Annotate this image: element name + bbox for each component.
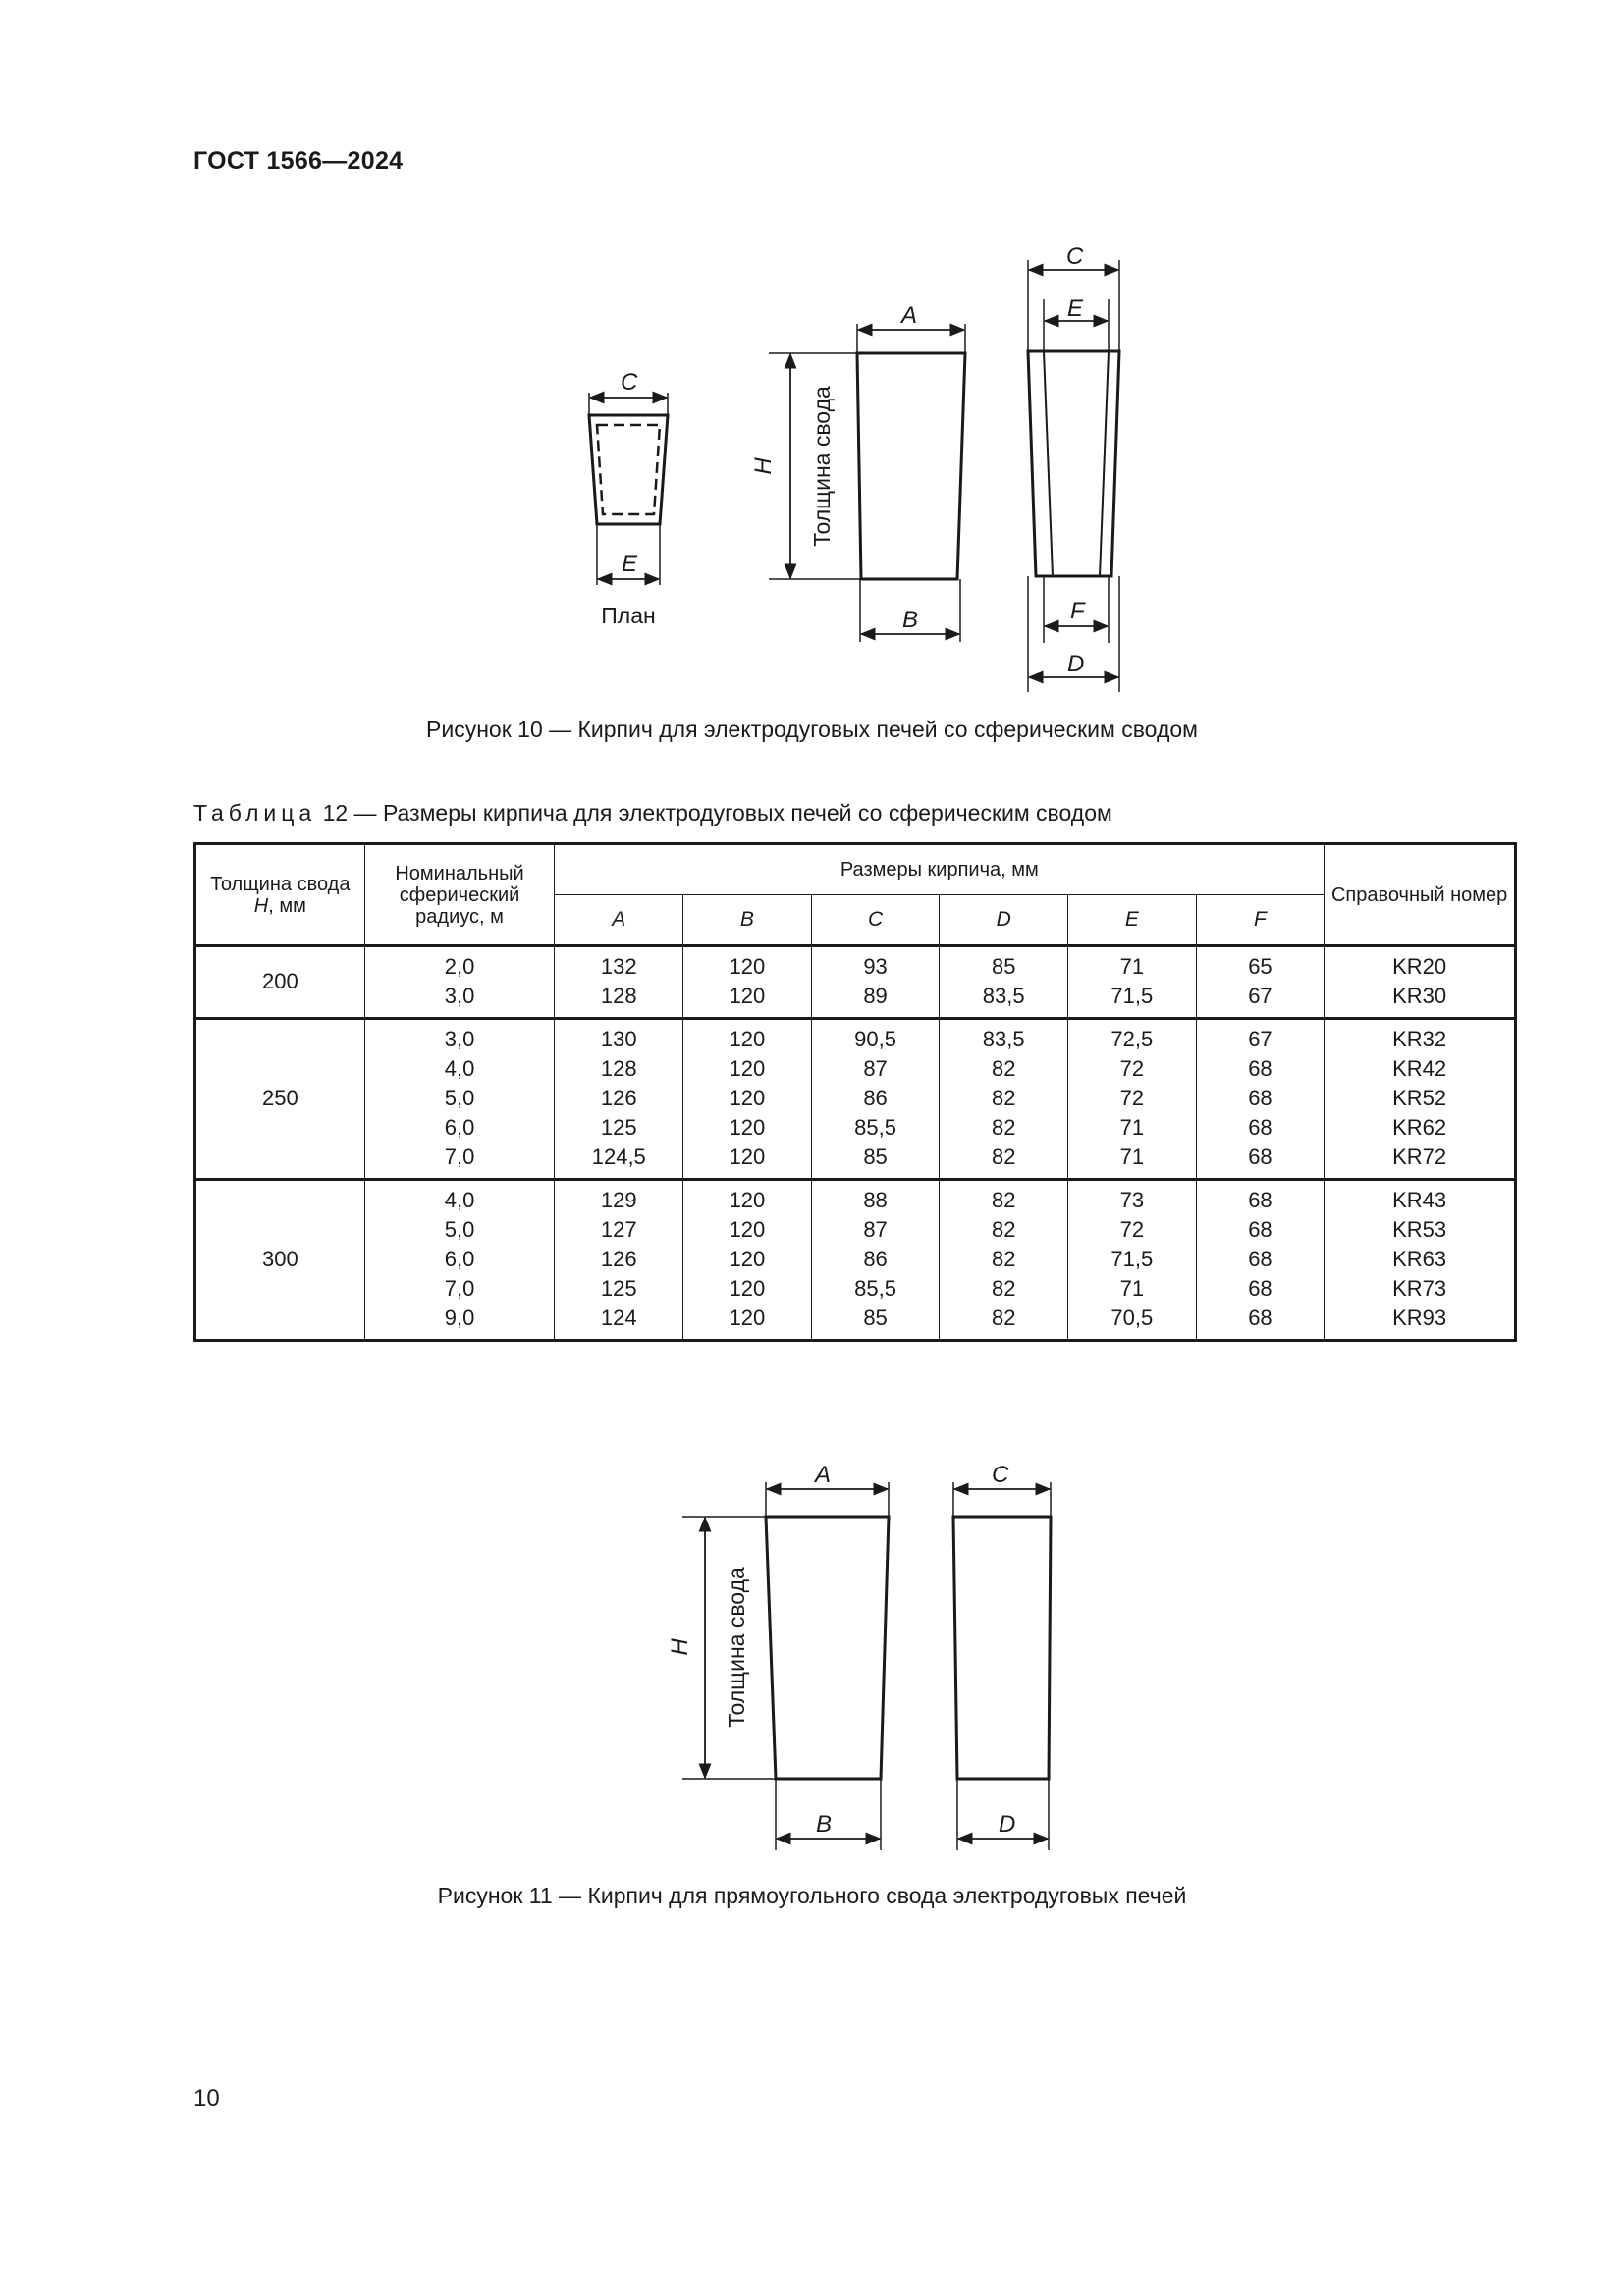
col-header-ref: Справочный номер — [1325, 844, 1516, 946]
figure-10-caption: Рисунок 10 — Кирпич для электродуговых печей со сферическим сводом — [426, 717, 1198, 742]
cell-value: 65 — [1248, 954, 1272, 979]
cell-radius — [364, 1180, 555, 1341]
cell-value: 7,0 — [444, 1145, 475, 1169]
cell-value: 82 — [991, 1056, 1016, 1081]
cell-value: 82 — [991, 1188, 1016, 1212]
cell-a — [555, 1019, 683, 1180]
front-view-brick-rect — [953, 1482, 1051, 1850]
col-header-a: A — [555, 895, 683, 946]
dim-label-c-plan: C — [621, 369, 638, 396]
cell-c — [811, 946, 940, 1019]
table-row — [195, 946, 1516, 1019]
cell-value: 85 — [863, 1145, 888, 1169]
cell-value: 86 — [863, 1086, 888, 1110]
cell-value: 72 — [1119, 1086, 1145, 1110]
col-header-e: E — [1068, 895, 1197, 946]
cell-value: 5,0 — [444, 1217, 475, 1242]
cell-value: 125 — [600, 1115, 637, 1140]
table-row — [195, 1019, 1516, 1180]
cell-value: 3,0 — [444, 1027, 475, 1051]
cell-value: 82 — [991, 1115, 1016, 1140]
dim-label-b-side: B — [902, 607, 919, 633]
cell-value: 128 — [600, 1056, 637, 1081]
side-view-brick — [769, 324, 965, 642]
cell-value: KR73 — [1392, 1276, 1447, 1301]
cell-value: 3,0 — [444, 984, 475, 1008]
dim-label-e-front: E — [1067, 295, 1084, 322]
cell-value: 120 — [729, 1276, 766, 1301]
cell-value: 93 — [863, 954, 888, 979]
table-label: Таблица — [193, 800, 317, 826]
cell-b — [683, 946, 812, 1019]
fig11-dim-label-c: C — [992, 1462, 1009, 1488]
cell-value: 120 — [729, 1306, 766, 1330]
cell-e — [1068, 1019, 1197, 1180]
cell-value: 6,0 — [444, 1247, 475, 1271]
cell-value: KR42 — [1392, 1056, 1447, 1081]
cell-value: KR53 — [1392, 1217, 1447, 1242]
cell-value: 128 — [600, 984, 637, 1008]
roof-thickness-label: Толщина свода — [809, 386, 835, 547]
col-header-d: D — [940, 895, 1068, 946]
fig11-roof-thickness-label: Толщина свода — [724, 1567, 749, 1728]
table-row — [195, 1180, 1516, 1341]
cell-thickness: 200 — [195, 946, 365, 1019]
fig11-dim-label-a: A — [815, 1462, 832, 1488]
cell-value: KR32 — [1392, 1027, 1447, 1051]
cell-value: 130 — [600, 1027, 637, 1051]
cell-value: 85,5 — [854, 1115, 896, 1140]
document-header: ГОСТ 1566—2024 — [193, 147, 404, 175]
cell-value: 71 — [1119, 1145, 1145, 1169]
figure-10-drawing — [0, 245, 1624, 697]
page-number: 10 — [193, 2085, 220, 2111]
cell-value: 120 — [729, 1086, 766, 1110]
cell-f — [1196, 946, 1325, 1019]
cell-value: 129 — [600, 1188, 637, 1212]
cell-value: 120 — [729, 1027, 766, 1051]
cell-value: 85,5 — [854, 1276, 896, 1301]
dim-label-c-front: C — [1066, 245, 1084, 270]
cell-c — [811, 1019, 940, 1180]
cell-thickness: 300 — [195, 1180, 365, 1341]
table-body — [195, 946, 1516, 1341]
cell-value: 127 — [600, 1217, 637, 1242]
cell-value: 90,5 — [854, 1027, 896, 1051]
cell-value: 87 — [863, 1056, 888, 1081]
cell-value: 82 — [991, 1276, 1016, 1301]
cell-value: 2,0 — [444, 954, 475, 979]
fig11-dim-label-h: H — [667, 1638, 693, 1656]
table-12-caption — [193, 800, 1112, 827]
cell-value: 7,0 — [444, 1276, 475, 1301]
cell-b — [683, 1180, 812, 1341]
cell-value: 68 — [1248, 1086, 1272, 1110]
cell-value: 82 — [991, 1306, 1016, 1330]
cell-value: 68 — [1248, 1188, 1272, 1212]
cell-a — [555, 946, 683, 1019]
cell-value: 82 — [991, 1217, 1016, 1242]
cell-value: 83,5 — [982, 1027, 1025, 1051]
plan-label: План — [601, 603, 656, 628]
cell-value: 120 — [729, 984, 766, 1008]
col-header-b: B — [683, 895, 812, 946]
cell-value: 68 — [1248, 1306, 1272, 1330]
cell-e — [1068, 946, 1197, 1019]
cell-c — [811, 1180, 940, 1341]
dim-label-e-plan: E — [622, 551, 638, 577]
cell-value: 68 — [1248, 1247, 1272, 1271]
cell-value: 67 — [1248, 1027, 1272, 1051]
cell-ref — [1325, 1180, 1516, 1341]
cell-value: 86 — [863, 1247, 888, 1271]
cell-value: 72,5 — [1110, 1027, 1154, 1051]
cell-value: 9,0 — [444, 1306, 475, 1330]
cell-value: 120 — [729, 1217, 766, 1242]
cell-value: KR20 — [1392, 954, 1447, 979]
cell-a — [555, 1180, 683, 1341]
dim-label-f-front: F — [1070, 598, 1085, 624]
cell-value: 132 — [600, 954, 637, 979]
fig11-dim-label-b: B — [816, 1811, 833, 1838]
table-header — [195, 844, 1516, 946]
cell-ref — [1325, 946, 1516, 1019]
cell-value: 4,0 — [444, 1056, 475, 1081]
cell-value: 5,0 — [444, 1086, 475, 1110]
cell-value: 71 — [1119, 1276, 1145, 1301]
cell-value: 4,0 — [444, 1188, 475, 1212]
side-view-brick-rect — [682, 1482, 889, 1850]
figure-11-drawing — [0, 1453, 1624, 1865]
cell-value: 68 — [1248, 1145, 1272, 1169]
figure-10 — [0, 245, 1624, 697]
cell-d — [940, 1180, 1068, 1341]
cell-value: 72 — [1119, 1217, 1145, 1242]
col-header-thickness: Толщина свода H, мм — [195, 844, 365, 946]
cell-ref — [1325, 1019, 1516, 1180]
cell-value: 120 — [729, 1056, 766, 1081]
cell-value: 82 — [991, 1145, 1016, 1169]
cell-value: 88 — [863, 1188, 888, 1212]
cell-value: 82 — [991, 1086, 1016, 1110]
cell-value: KR52 — [1392, 1086, 1447, 1110]
front-view-brick — [1028, 260, 1119, 692]
cell-value: 71,5 — [1110, 984, 1154, 1008]
cell-value: 124 — [600, 1306, 637, 1330]
cell-value: 6,0 — [444, 1115, 475, 1140]
cell-value: 68 — [1248, 1217, 1272, 1242]
cell-value: 72 — [1119, 1056, 1145, 1081]
fig11-dim-label-d: D — [999, 1811, 1016, 1838]
table-title: 12 — Размеры кирпича для электродуговых печей со сферическим сводом — [322, 800, 1112, 826]
cell-value: 71,5 — [1110, 1247, 1154, 1271]
cell-value: 125 — [600, 1276, 637, 1301]
figure-11-caption: Рисунок 11 — Кирпич для прямоугольного свода электродуговых печей — [437, 1883, 1187, 1908]
cell-value: KR63 — [1392, 1247, 1447, 1271]
cell-value: 85 — [991, 954, 1016, 979]
cell-f — [1196, 1019, 1325, 1180]
cell-value: KR93 — [1392, 1306, 1447, 1330]
cell-radius — [364, 1019, 555, 1180]
cell-value: 120 — [729, 1115, 766, 1140]
col-header-c: C — [811, 895, 940, 946]
dim-label-d-front: D — [1067, 651, 1085, 677]
col-header-sizes: Размеры кирпича, мм — [555, 844, 1325, 895]
dim-label-a-side: A — [901, 302, 918, 329]
figure-11 — [0, 1453, 1624, 1865]
cell-value: 85 — [863, 1306, 888, 1330]
cell-value: KR30 — [1392, 984, 1447, 1008]
cell-f — [1196, 1180, 1325, 1341]
cell-value: 73 — [1119, 1188, 1145, 1212]
cell-value: KR62 — [1392, 1115, 1447, 1140]
cell-value: 71 — [1119, 1115, 1145, 1140]
cell-b — [683, 1019, 812, 1180]
cell-e — [1068, 1180, 1197, 1341]
cell-value: 120 — [729, 1145, 766, 1169]
col-header-f: F — [1196, 895, 1325, 946]
cell-thickness: 250 — [195, 1019, 365, 1180]
col-header-radius: Номинальный сферический радиус, м — [364, 844, 555, 946]
cell-value: 120 — [729, 1247, 766, 1271]
cell-d — [940, 946, 1068, 1019]
cell-value: 120 — [729, 954, 766, 979]
cell-value: 70,5 — [1110, 1306, 1154, 1330]
cell-value: 124,5 — [591, 1145, 646, 1169]
cell-value: 87 — [863, 1217, 888, 1242]
cell-value: 71 — [1119, 954, 1145, 979]
cell-value: KR72 — [1392, 1145, 1447, 1169]
cell-value: 120 — [729, 1188, 766, 1212]
cell-value: 68 — [1248, 1276, 1272, 1301]
cell-value: 83,5 — [982, 984, 1025, 1008]
cell-value: 82 — [991, 1247, 1016, 1271]
cell-value: 68 — [1248, 1115, 1272, 1140]
cell-value: 68 — [1248, 1056, 1272, 1081]
brick-dimensions-table — [193, 842, 1517, 1342]
cell-radius — [364, 946, 555, 1019]
cell-value: KR43 — [1392, 1188, 1447, 1212]
cell-value: 126 — [600, 1086, 637, 1110]
cell-value: 89 — [863, 984, 888, 1008]
cell-d — [940, 1019, 1068, 1180]
cell-value: 67 — [1248, 984, 1272, 1008]
cell-value: 126 — [600, 1247, 637, 1271]
dim-label-h-side: H — [750, 457, 777, 475]
